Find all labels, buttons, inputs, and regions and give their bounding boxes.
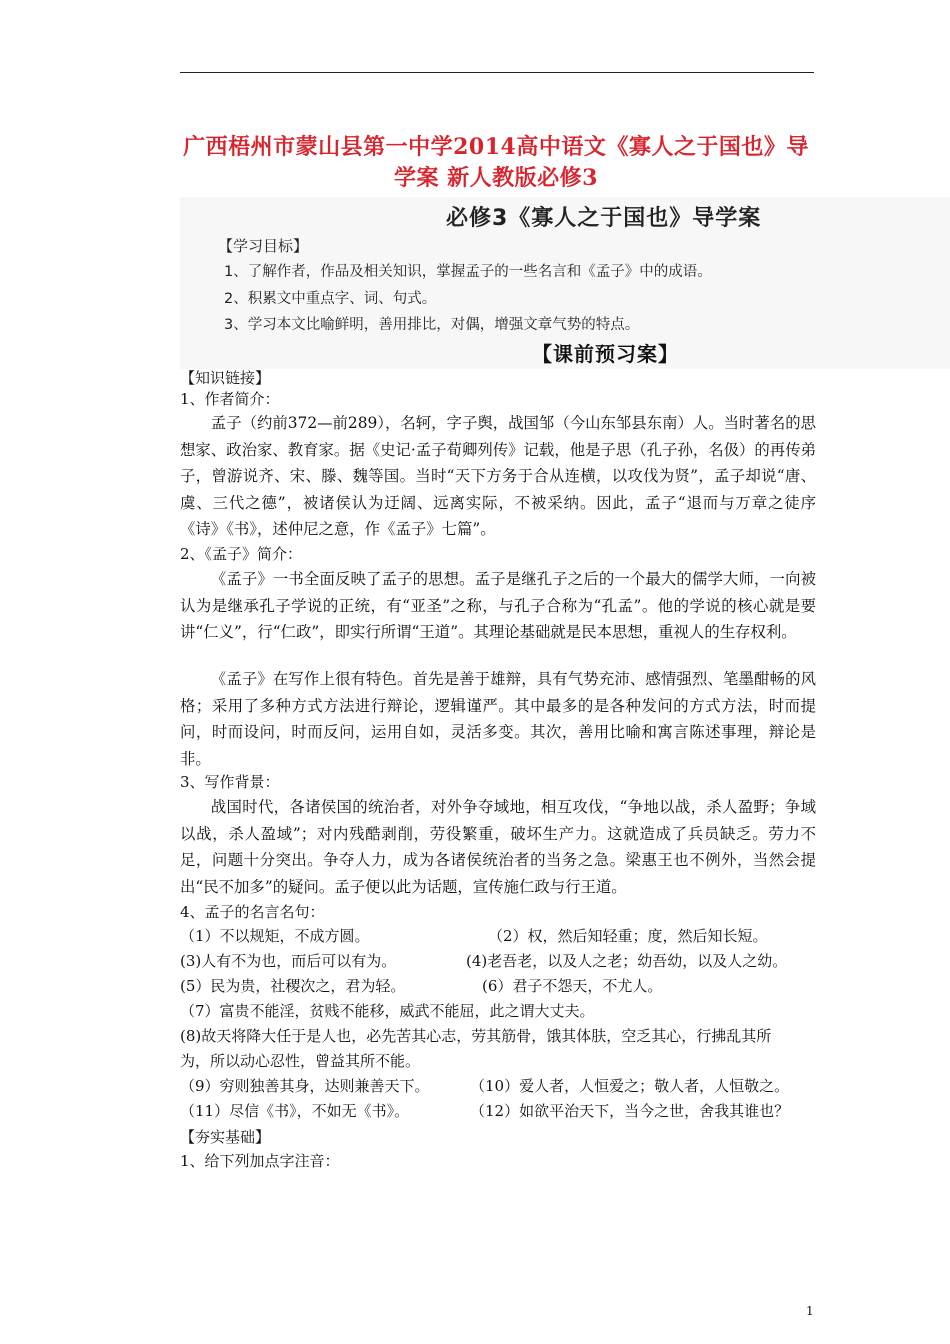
book-heading: 2、《孟子》简介： [180,545,303,563]
quote-2: （2）权，然后知轻重；度，然后知长短。 [488,927,768,945]
knowledge-link-heading: 【知识链接】 [180,369,271,387]
quote-5: (5）民为贵，社稷次之，君为轻。 [180,977,406,995]
author-paragraph: 孟子（约前372—前289），名轲，字子舆，战国邹（今山东邹县东南）人。当时著名的思想家、政治家、教育家。据《史记·孟子荀卿列传》记载，他是子思（孔子孙，名伋）的再传弟子，曾游说齐、宋、滕、魏等国。当时“天下方务于合从连横，以攻伐为贤”，孟子却说“唐、虞、三代之德”，被诸侯认为迂阔、远离实际，不被采纳。因此，孟子“退而与万章之徒序《诗》《书》，述仲尼之意，作《孟子》七篇”。 [180,414,816,539]
background-paragraph: 战国时代，各诸侯国的统治者，对外争夺域地，相互攻伐，“争地以战，杀人盈野；争域以战，杀人盈域”；对内残酷剥削，劳役繁重，破坏生产力。这就造成了兵员缺乏。劳力不足，问题十分突出。争夺人力，成为各诸侯统治者的当务之急。梁惠王也不例外，当然会提出“民不加多”的疑问。孟子便以此为话题，宣传施仁政与行王道。 [180,798,816,896]
quote-6: (6）君子不怨天，不尤人。 [482,977,663,995]
book-paragraph-1: 《孟子》一书全面反映了孟子的思想。孟子是继孔子之后的一个最大的儒学大师，一向被认为是继承孔子学说的正统，有“亚圣”之称，与孔子合称为“孔孟”。他的学说的核心就是要讲“仁义”，行“仁政”，即实行所谓“王道”。其理论基础就是民本思想，重视人的生存权利。 [180,570,816,642]
quote-8-line-1: (8)故天将降大任于是人也，必先苦其心志，劳其筋骨，饿其体肤，空乏其心，行拂乱其所 [180,1027,772,1045]
book-paragraph-2: 《孟子》在写作上很有特色。首先是善于雄辩，具有气势充沛、感情强烈、笔墨酣畅的风格；采用了多种方式方法进行辩论，逻辑谨严。其中最多的是各种发问的方式方法，时而提问，时而设问，时而反问，运用自如，灵活多变。其次，善用比喻和寓言陈述事理，辩论是非。 [180,670,816,768]
learning-goals-heading: 【学习目标】 [218,237,309,255]
document-title: 广西梧州市蒙山县第一中学2014高中语文《寡人之于国也》导学案 新人教版必修3 [183,134,809,191]
foundation-item-1: 1、给下列加点字注音： [180,1152,340,1170]
quote-8-line-2: 为，所以动心忍性，曾益其所不能。 [180,1052,421,1070]
quote-7: （7）富贵不能淫，贫贱不能移，威武不能屈，此之谓大丈夫。 [180,1002,595,1020]
quote-9: （9）穷则独善其身，达则兼善天下。 [180,1077,430,1095]
quote-3: (3)人有不为也，而后可以有为。 [180,952,397,970]
learning-goal-2: 2、积累文中重点字、词、句式。 [224,291,437,307]
background-heading: 3、写作背景： [180,773,280,791]
learning-goal-3: 3、学习本文比喻鲜明，善用排比，对偶，增强文章气势的特点。 [224,317,640,333]
learning-goal-1: 1、了解作者，作品及相关知识，掌握孟子的一些名言和《孟子》中的成语。 [224,264,712,280]
top-rule [180,72,814,73]
quotes-heading: 4、孟子的名言名句： [180,903,325,921]
quote-4: (4)老吾老，以及人之老；幼吾幼，以及人之幼。 [466,952,788,970]
page-number: 1 [806,1304,814,1318]
quote-11: （11）尽信《书》，不如无《书》。 [180,1102,410,1120]
scanned-title: 必修3《寡人之于国也》导学案 [446,206,762,231]
foundation-heading: 【夯实基础】 [180,1128,271,1146]
author-heading: 1、作者简介： [180,390,280,408]
preview-section-heading: 【课前预习案】 [532,342,679,366]
quote-12: （12）如欲平治天下，当今之世，舍我其谁也？ [470,1102,790,1120]
quote-10: （10）爱人者，人恒爱之；敬人者，人恒敬之。 [470,1077,790,1095]
quote-1: （1）不以规矩，不成方圆。 [180,927,370,945]
